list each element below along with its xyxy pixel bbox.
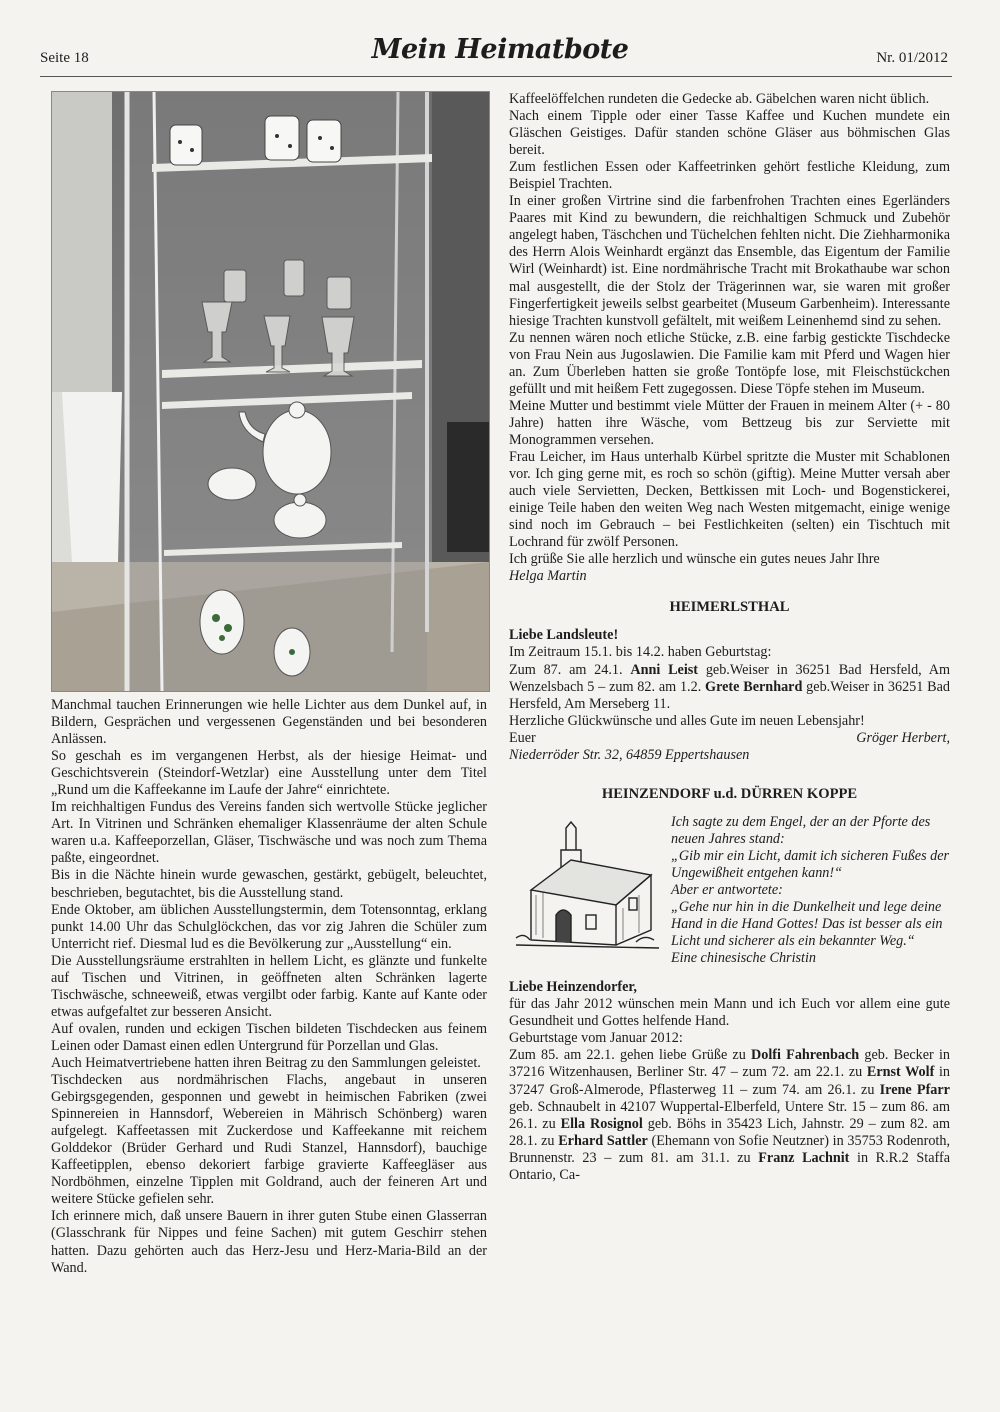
- paragraph: Ich erinnere mich, daß unsere Bauern in ihrer guten Stube einen Glasserran (Glasschrank für Nippes und feine Sachen) mit gutem Geschirr stehen hatten. Dazu gehörten auch das Herz-Jesu und Herz-Maria-Bild an der Wand.: [51, 1208, 487, 1276]
- quote-line: Aber er antwortete:: [671, 882, 783, 899]
- person-name: Anni Leist: [630, 661, 699, 678]
- page-number: Seite 18: [40, 50, 89, 66]
- closing: Euer: [509, 729, 536, 746]
- birthday-intro: Geburtstage vom Januar 2012:: [509, 1030, 683, 1047]
- article-right-column: [509, 91, 950, 1184]
- person-name: Franz Lachnit: [758, 1149, 850, 1166]
- paragraph: Im reichhaltigen Fundus des Vereins fanden sich wertvolle Stücke jeglicher Art. In Vitrinen und Schränken ehemaliger Klassenräume der alten Schule waren u.a. Kaffeeporzellan, Gläser, Tischwäsche und was noch zum Thema paßte, eingeordnet.: [51, 799, 487, 867]
- section-heading-heimerlsthal: HEIMERLSTHAL: [669, 599, 790, 616]
- paragraph: Ich grüße Sie alle herzlich und wünsche ein gutes neues Jahr Ihre: [509, 551, 880, 568]
- sender-name: Gröger Herbert,: [856, 729, 950, 746]
- paragraph: Auf ovalen, runden und eckigen Tischen bildeten Tischdecken aus feinem Leinen oder Damast einen edlen Untergrund für Porzellan und Glas.: [51, 1020, 487, 1054]
- header-rule: [40, 76, 952, 77]
- person-name: Ella Rosignol: [560, 1115, 643, 1132]
- paragraph: Ende Oktober, am üblichen Ausstellungstermin, dem Totensonntag, erklang punkt 14.00 Uhr das Schulglöckchen, das vor zig Jahren die Schüler zum Unterricht rief. Diesmal lud es die Bevölkerung zur „Ausstellung“ ein.: [51, 901, 487, 952]
- greeting: Liebe Heinzendorfer,: [509, 979, 637, 996]
- display-cabinet-photo: [51, 91, 490, 692]
- person-name: Erhard Sattler: [558, 1132, 648, 1149]
- quote-line: „Gehe nur hin in die Dunkelheit und lege deine Hand in die Hand Gottes! Das ist besser als ein Licht und sicherer als ein bekannter Weg.“: [671, 899, 943, 950]
- paragraph: Manchmal tauchen Erinnerungen wie helle Lichter aus dem Dunkel auf, in Bildern, Gesprächen und vergessenen Gegenständen und bei besonderen Anlässen.: [51, 697, 487, 748]
- masthead-logo: Mein Heimatbote: [371, 34, 629, 65]
- person-name: Ernst Wolf: [866, 1064, 935, 1081]
- paragraph: Zum festlichen Essen oder Kaffeetrinken gehört festliche Kleidung, zum Beispiel Trachten.: [509, 159, 950, 193]
- sender-address: Niederröder Str. 32, 64859 Eppertshausen: [509, 746, 750, 763]
- paragraph: Zu nennen wären noch etliche Stücke, z.B. eine farbig gestickte Tischdecke von Frau Nein aus Jugoslawien. Die Familie kam mit Pferd und Wagen hier an. Zum Überleben hatten sie große Tontöpfe lose, mit Fleischstückchen gefüllt und mit heißem Fett zugegossen. Diese Töpfe stehen im Museum.: [509, 329, 950, 397]
- paragraph: Meine Mutter und bestimmt viele Mütter der Frauen in meinem Alter (+ - 80 Jahre) hatten ihre Wäsche, vom Bettzeug bis zur Serviette mit Monogrammen versehen.: [509, 397, 950, 448]
- issue-number: Nr. 01/2012: [876, 50, 948, 66]
- paragraph: Kaffeelöffelchen rundeten die Gedecke ab. Gäbelchen waren nicht üblich.: [509, 91, 930, 107]
- birthday-list: Zum 87. am 24.1. Anni Leist geb.Weiser in 36251 Bad Hersfeld, Am Wenzelsbach 5 – zum 82. am 1.2. Grete Bernhard geb.Weiser in 36251 Bad Hersfeld, Am Merseberg 11.: [509, 661, 950, 712]
- quote-line: „Gib mir ein Licht, damit ich sicheren Fußes der Ungewißheit entgehen kann!“: [671, 847, 950, 881]
- quote-source: Eine chinesische Christin: [671, 950, 817, 967]
- birthday-list: Zum 85. am 22.1. gehen liebe Grüße zu Dolfi Fahrenbach geb. Becker in 37216 Witzenhausen, Berliner Str. 47 – zum 72. am 22.1. zu Ernst Wolf in 37247 Groß-Almerode, Pflasterweg 11 – zum 74. am 26.1. zu Irene Pfarr geb. Schnaubelt in 42107 Wuppertal-Elberfeld, Untere Str. 15 – zum 86. am 26.1. zu Ella Rosignol geb. Böhs in 35423 Lich, Jahnstr. 29 – zum 82. am 28.1. zu Erhard Sattler (Ehemann von Sofie Neutzner) in 35753 Rodenroth, Brunnenstr. 23 – zum 81. am 31.1. zu Franz Lachnit in R.R.2 Staffa Ontario, Ca-: [509, 1047, 951, 1183]
- paragraph: So geschah es im vergangenen Herbst, als der hiesige Heimat- und Geschichtsverein (Steindorf-Wetzlar) eine Ausstellung unter dem Titel „Rund um die Kaffeekanne im Laufe der Jahre“ einrichtete.: [51, 748, 487, 799]
- paragraph: Tischdecken aus nordmährischen Flachs, angebaut in unseren Gebirgsgegenden, gesponnen und gewebt in heimischen Fabriken (zwei Spinnereien in Hannsdorf, Webereien in Mährisch Schönberg) waren aufgelegt. Kaffeetassen mit Zuckerdose und Kaffeekanne mit reichem Golddekor (Brüder Gerhard und Rudi Stanzel, Hannsdorf), bauchige Kaffeetipplen, ebenso dekoriert farbige gravierte Kaffeegläser aus Nordböhmen, einzelne Tipplen mit Goldrand, auch der feineren Art und weitere Stücke gefielen sehr.: [51, 1072, 487, 1208]
- paragraph: für das Jahr 2012 wünschen mein Mann und ich Euch vor allem eine gute Gesundheit und Gottes helfende Hand.: [509, 996, 950, 1030]
- quote-block: [671, 814, 950, 967]
- church-drawing-icon: [511, 820, 661, 953]
- section-heading-heinzendorf: HEINZENDORF u.d. DÜRREN KOPPE: [601, 785, 858, 802]
- person-name: Dolfi Fahrenbach: [751, 1047, 860, 1064]
- quote-line: Ich sagte zu dem Engel, der an der Pforte des neuen Jahres stand:: [671, 813, 931, 847]
- author-signature: Helga Martin: [509, 568, 587, 585]
- paragraph: In einer großen Virtrine sind die farbenfrohen Trachten eines Egerländers Paares mit Kind zu bewundern, die reichhaltigen Schmuck und Zubehör angelegt haben, Täschchen und Tüchelchen fehlten nicht. Die Ziehharmonika des Herrn Alois Weinhardt ergänzt das Ensemble, das Eigentum der Familie Wirl (Weinhardt) ist. Eine nordmährische Tracht mit Brokathaube war schon mal ausgestellt, die der Stolz der Trägerinnen war, sie waren mit großer Fingerfertigkeit jeweils selbst gearbeitet (Museum Garbenheim). Interessante hiesige Trachten kunstvoll gefältelt, mit weißem Leinenhemd sind zu sehen.: [509, 193, 950, 329]
- person-name: Grete Bernhard: [705, 678, 803, 695]
- paragraph: Frau Leicher, im Haus unterhalb Kürbel spritzte die Muster mit Schablonen vor. Ich ging gerne mit, es roch so schön (giftig). Meine Mutter versah aber auch viele Servietten, Decken, Bettkissen mit Loch- und Bogenstickerei, einige Teile haben den weiten Weg nach Westen mitgemacht, einige wenige sind noch im Gebrauch – bei Festlichkeiten (selten) ein Tischtuch mit Lochrand für zwölf Personen.: [509, 448, 950, 551]
- article-left-column: [51, 697, 487, 1277]
- paragraph: Auch Heimatvertriebene hatten ihren Beitrag zu den Sammlungen geleistet.: [51, 1054, 481, 1071]
- paragraph: Die Ausstellungsräume erstrahlten in hellem Licht, es glänzte und funkelte auf Tischen und Vitrinen, in geöffneten alten Schränken lagerte Tischwäsche, schneeweiß, etwas vergilbt oder farbig. Kante auf Kante oder etwas aufgefaltet zur besseren Ansicht.: [51, 952, 487, 1020]
- birthday-intro: Im Zeitraum 15.1. bis 14.2. haben Geburtstag:: [509, 644, 772, 661]
- paragraph: Nach einem Tipple oder einer Tasse Kaffee und Kuchen mundete ein Gläschen Geistiges. Dafür standen schöne Gläser aus böhmischen Glas bereit.: [509, 108, 950, 159]
- greeting: Liebe Landsleute!: [509, 627, 619, 644]
- paragraph: Bis in die Nächte hinein wurde gewaschen, gestärkt, gebügelt, beleuchtet, beschrieben, begutachtet, bis die Ausstellung stand.: [51, 867, 487, 901]
- person-name: Irene Pfarr: [879, 1081, 950, 1098]
- wishes: Herzliche Glückwünsche und alles Gute im neuen Lebensjahr!: [509, 712, 865, 729]
